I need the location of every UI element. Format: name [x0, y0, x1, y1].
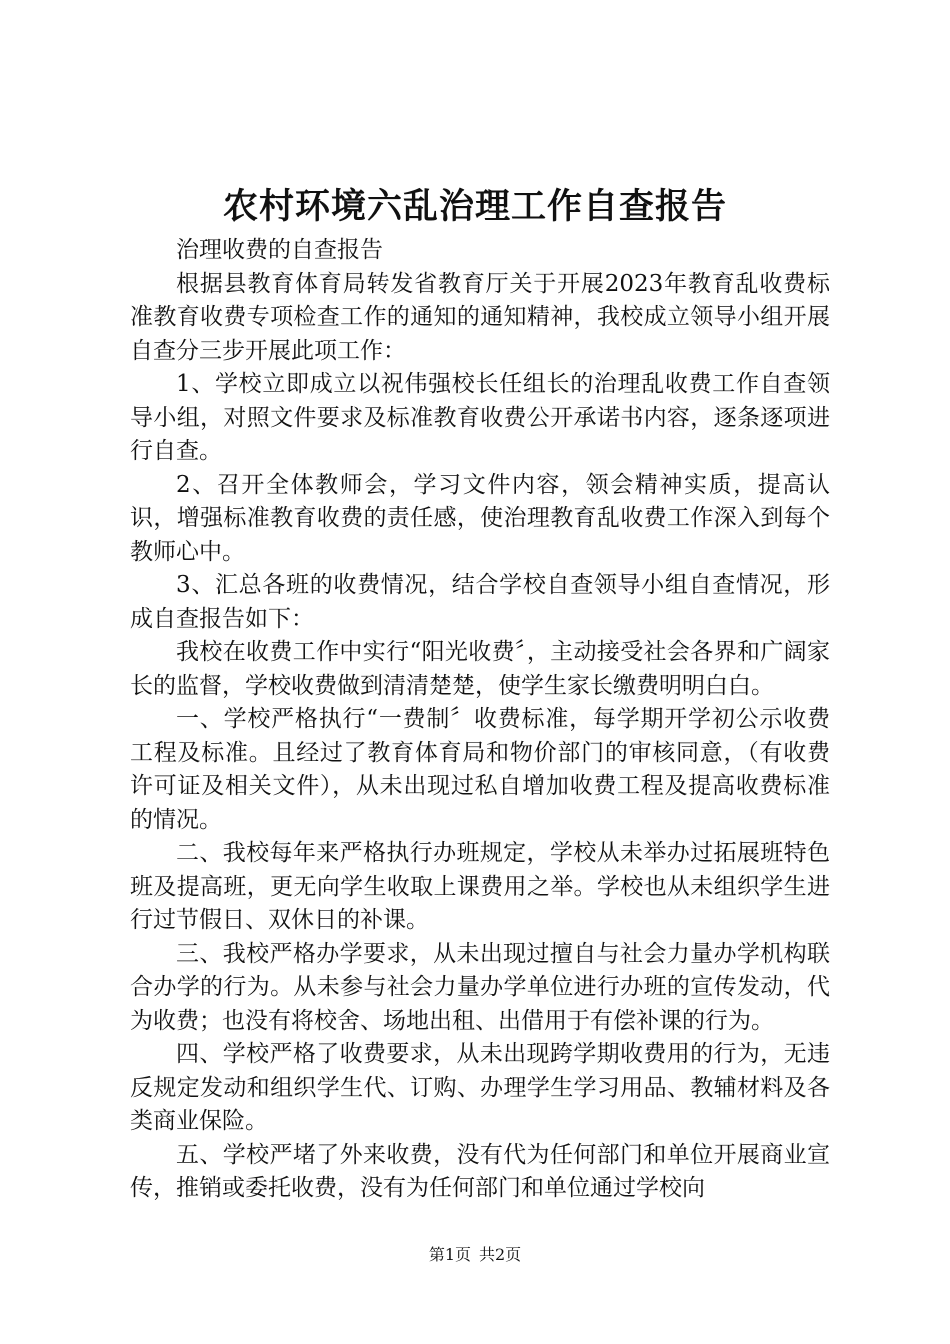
- page-number-current: 第1页: [428, 1245, 471, 1264]
- paragraph-subtitle: 治理收费的自查报告: [176, 237, 383, 263]
- paragraph-item-1: 一、学校严格执行“一费制〞收费标准，每学期开学初公示收费工程及标准。且经过了教育体育局和物价部门的审核同意，（有收费许可证及相关文件），从未出现过私自增加收费工程及提高收费标准的情况。: [130, 706, 830, 833]
- page-footer: [0, 1244, 950, 1266]
- paragraph-step-2: 2、召开全体教师会，学习文件内容，领会精神实质，提高认识，增强标准教育收费的责任感，使治理教育乱收费工作深入到每个教师心中。: [130, 471, 830, 565]
- document-title: 农村环境六乱治理工作自查报告: [222, 186, 727, 227]
- paragraph-summary: 我校在收费工作中实行“阳光收费〞，主动接受社会各界和广阔家长的监督，学校收费做到清清楚楚，使学生家长缴费明明白白。: [130, 639, 830, 699]
- paragraph-item-5: 五、学校严堵了外来收费，没有代为任何部门和单位开展商业宣传，推销或委托收费，没有为任何部门和单位通过学校向: [130, 1141, 830, 1201]
- paragraph-item-3: 三、我校严格办学要求，从未出现过擅自与社会力量办学机构联合办学的行为。从未参与社会力量办学单位进行办班的宣传发动，代为收费；也没有将校舍、场地出租、出借用于有偿补课的行为。: [130, 940, 830, 1034]
- paragraph-step-1: 1、学校立即成立以祝伟强校长任组长的治理乱收费工作自查领导小组，对照文件要求及标准教育收费公开承诺书内容，逐条逐项进行自查。: [130, 371, 830, 464]
- paragraph-item-4: 四、学校严格了收费要求，从未出现跨学期收费用的行为，无违反规定发动和组织学生代、订购、办理学生学习用品、教辅材料及各类商业保险。: [130, 1041, 830, 1134]
- page-number-total: 共2页: [479, 1245, 522, 1264]
- document-body: [130, 234, 830, 1206]
- paragraph-intro: 根据县教育体育局转发省教育厅关于开展2023年教育乱收费标准教育收费专项检查工作的通知的通知精神，我校成立领导小组开展自查分三步开展此项工作：: [130, 270, 830, 364]
- paragraph-item-2: 二、我校每年来严格执行办班规定，学校从未举办过拓展班特色班及提高班，更无向学生收取上课费用之举。学校也从未组织学生进行过节假日、双休日的补课。: [130, 840, 830, 933]
- paragraph-step-3: 3、汇总各班的收费情况，结合学校自查领导小组自查情况，形成自查报告如下：: [130, 572, 830, 632]
